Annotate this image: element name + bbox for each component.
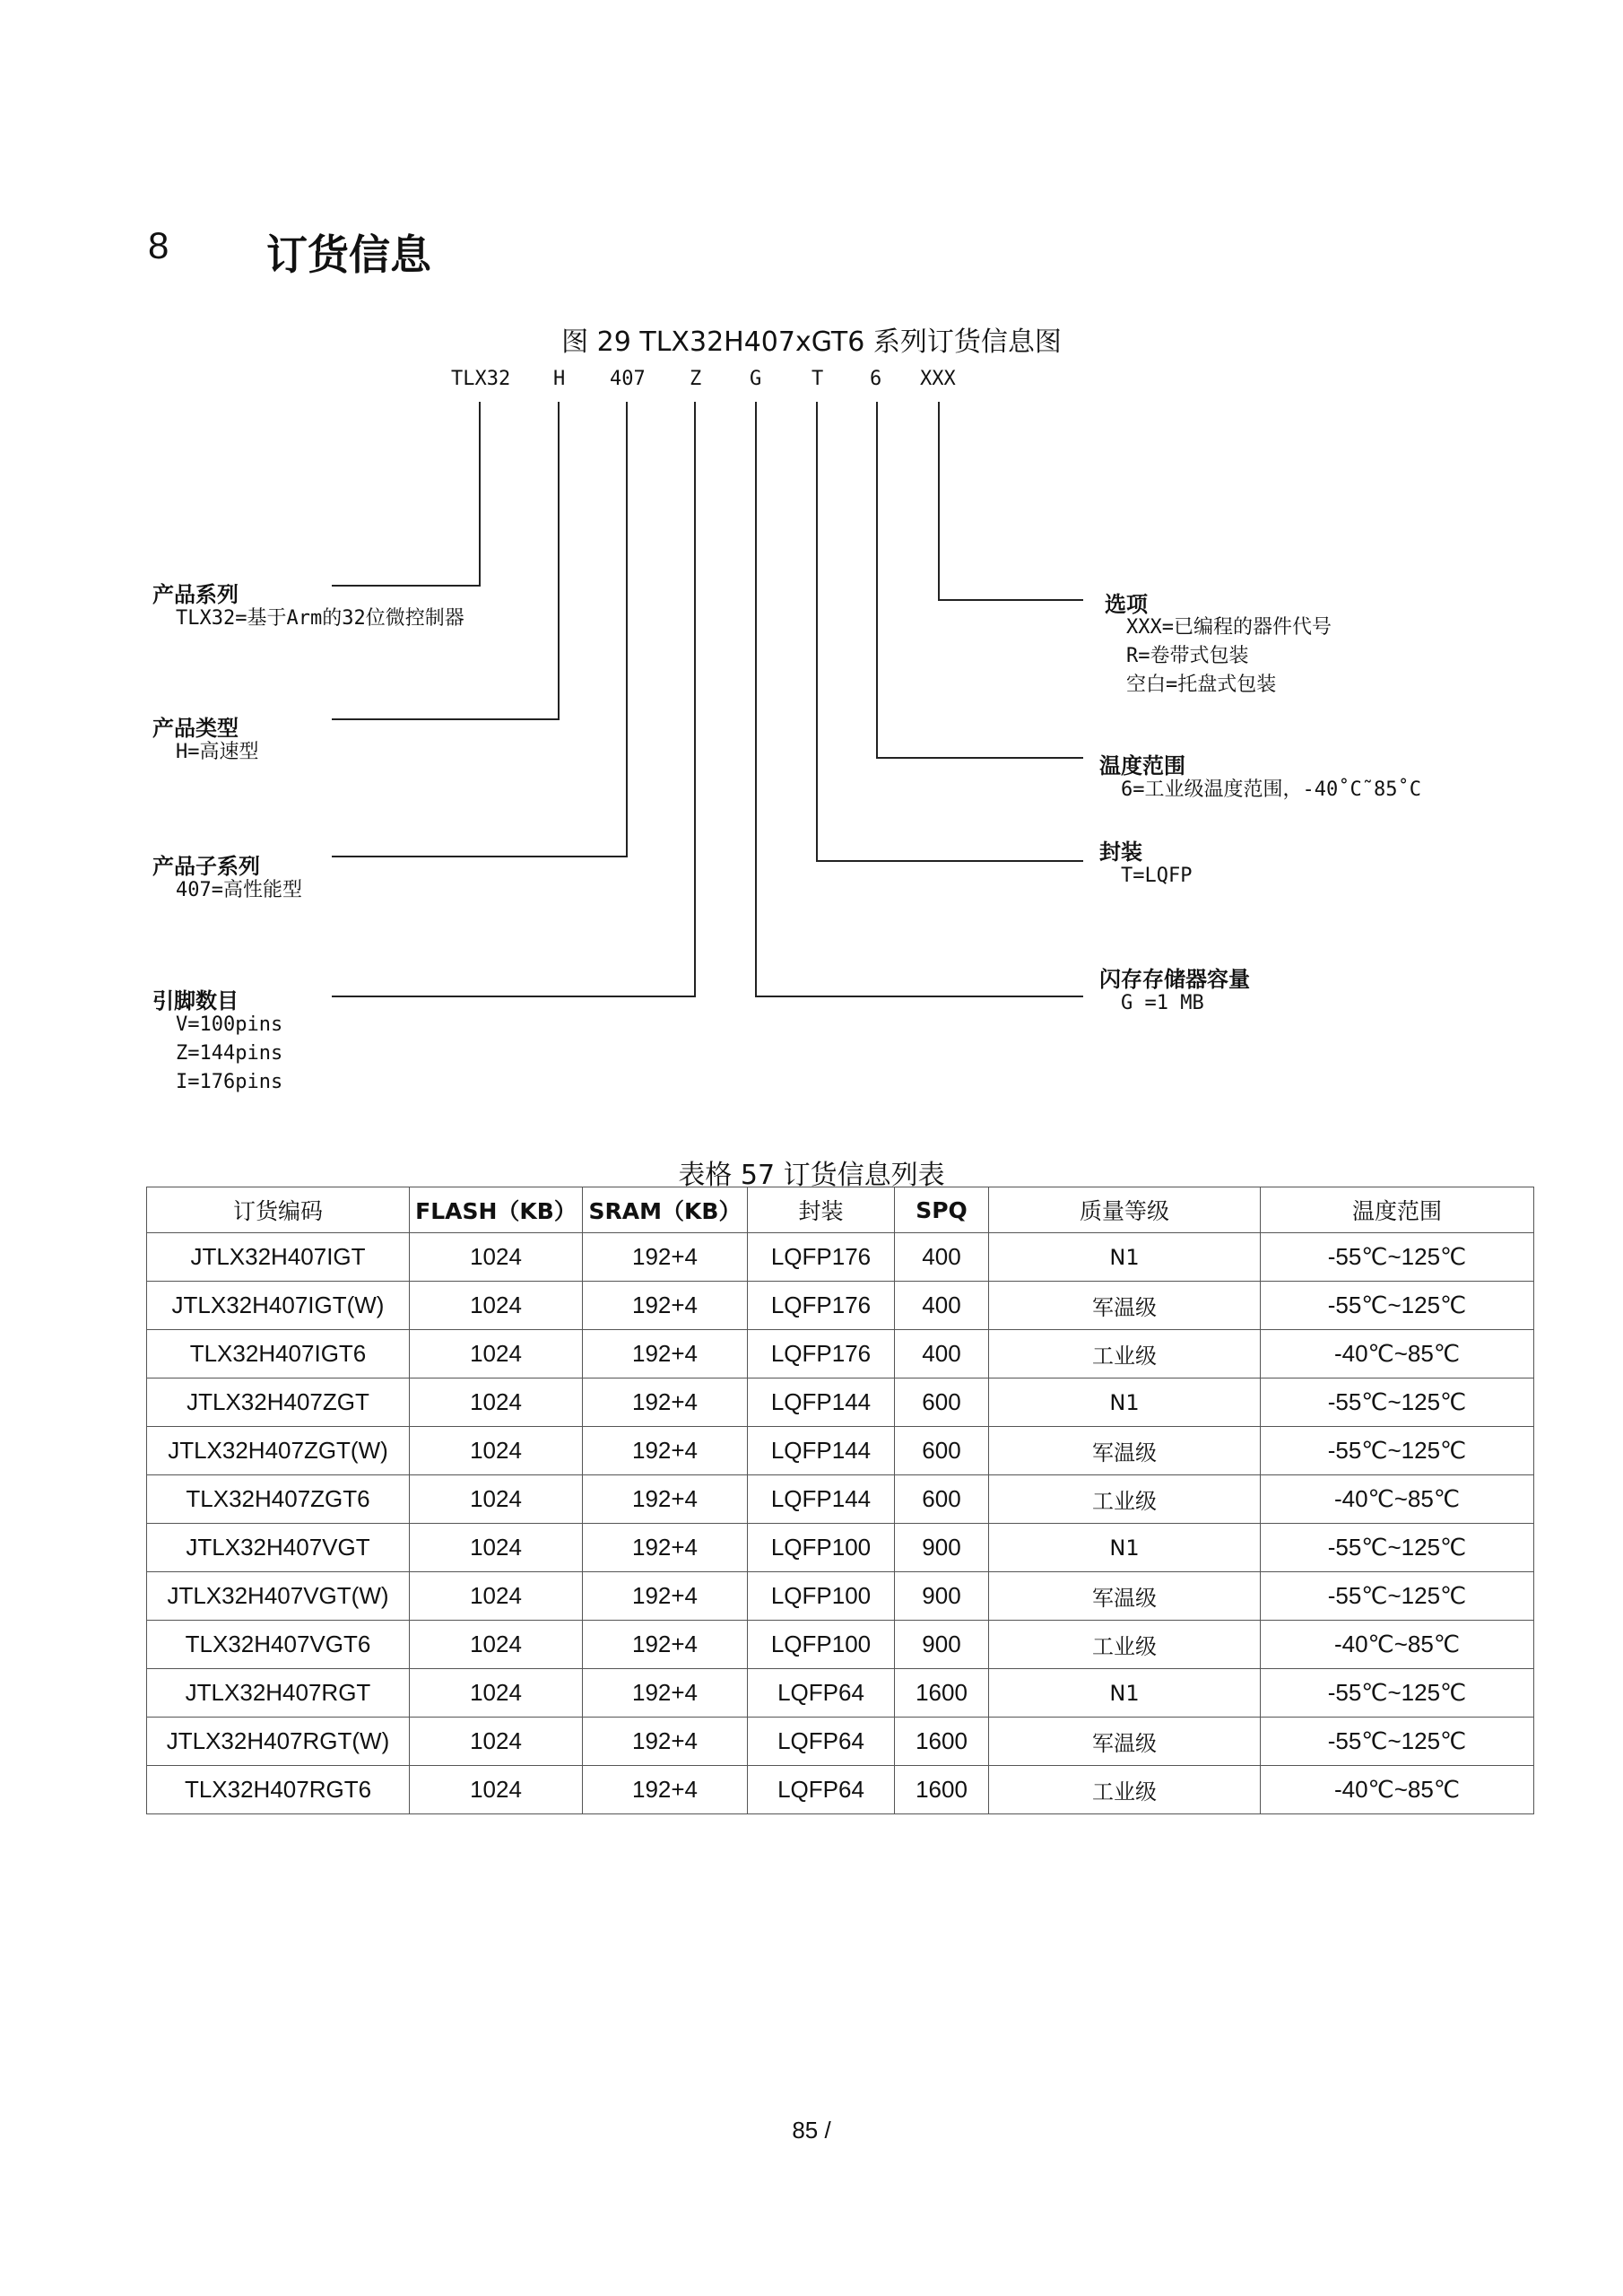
cell-quality: 军温级	[989, 1282, 1261, 1330]
cell-package: LQFP176	[748, 1282, 895, 1330]
cell-spq: 400	[895, 1282, 989, 1330]
cell-spq: 400	[895, 1233, 989, 1282]
table-row	[147, 1233, 1534, 1282]
cell-spq: 1600	[895, 1718, 989, 1766]
cell-quality: N1	[989, 1233, 1261, 1282]
cell-order-code: JTLX32H407VGT(W)	[147, 1572, 410, 1621]
section-title: 订货信息	[266, 230, 431, 279]
table-row	[147, 1669, 1534, 1718]
cell-quality: 军温级	[989, 1718, 1261, 1766]
cell-package: LQFP100	[748, 1621, 895, 1669]
cell-package: LQFP64	[748, 1669, 895, 1718]
cell-order-code: TLX32H407IGT6	[147, 1330, 410, 1378]
label-pins-line-2: Z=144pins	[176, 1042, 283, 1065]
cell-order-code: JTLX32H407RGT	[147, 1669, 410, 1718]
cell-sram: 192+4	[583, 1282, 748, 1330]
label-pins-line-3: I=176pins	[176, 1071, 283, 1093]
cell-quality: 工业级	[989, 1766, 1261, 1814]
cell-flash: 1024	[410, 1475, 583, 1524]
cell-order-code: JTLX32H407VGT	[147, 1524, 410, 1572]
cell-package: LQFP176	[748, 1233, 895, 1282]
cell-temp: -55℃~125℃	[1261, 1427, 1534, 1475]
cell-order-code: TLX32H407VGT6	[147, 1621, 410, 1669]
cell-spq: 400	[895, 1330, 989, 1378]
table-row	[147, 1282, 1534, 1330]
label-series-line: TLX32=基于Arm的32位微控制器	[176, 607, 464, 630]
line-option	[939, 402, 1083, 600]
cell-order-code: JTLX32H407ZGT	[147, 1378, 410, 1427]
header-quality: 质量等级	[989, 1187, 1261, 1233]
cell-temp: -40℃~85℃	[1261, 1621, 1534, 1669]
label-type-line: H=高速型	[176, 741, 259, 763]
cell-spq: 600	[895, 1427, 989, 1475]
table-row	[147, 1475, 1534, 1524]
label-pins-title: 引脚数目	[152, 988, 239, 1013]
label-option-title: 选项	[1105, 592, 1148, 617]
cell-quality: N1	[989, 1524, 1261, 1572]
cell-quality: 工业级	[989, 1621, 1261, 1669]
label-option-line-3: 空白=托盘式包装	[1126, 674, 1277, 696]
page-number: 85 /	[792, 2117, 831, 2144]
code-series: TLX32	[451, 368, 511, 390]
cell-package: LQFP100	[748, 1572, 895, 1621]
cell-package: LQFP144	[748, 1475, 895, 1524]
cell-flash: 1024	[410, 1572, 583, 1621]
cell-package: LQFP64	[748, 1718, 895, 1766]
cell-quality: 军温级	[989, 1572, 1261, 1621]
cell-temp: -55℃~125℃	[1261, 1718, 1534, 1766]
table-row	[147, 1330, 1534, 1378]
label-flash-line: G =1 MB	[1121, 992, 1204, 1014]
table-row	[147, 1427, 1534, 1475]
code-subseries: 407	[610, 368, 646, 390]
cell-spq: 600	[895, 1378, 989, 1427]
cell-package: LQFP100	[748, 1524, 895, 1572]
ordering-table	[146, 1187, 1534, 1814]
code-pins: Z	[690, 368, 702, 390]
cell-flash: 1024	[410, 1282, 583, 1330]
cell-order-code: JTLX32H407IGT	[147, 1233, 410, 1282]
label-subseries-title: 产品子系列	[152, 854, 260, 879]
header-order-code: 订货编码	[147, 1187, 410, 1233]
label-temp-title: 温度范围	[1099, 753, 1185, 778]
cell-order-code: JTLX32H407RGT(W)	[147, 1718, 410, 1766]
cell-sram: 192+4	[583, 1427, 748, 1475]
cell-sram: 192+4	[583, 1233, 748, 1282]
cell-spq: 1600	[895, 1669, 989, 1718]
table-caption: 表格 57 订货信息列表	[678, 1160, 945, 1191]
cell-sram: 192+4	[583, 1524, 748, 1572]
cell-sram: 192+4	[583, 1718, 748, 1766]
header-sram: SRAM（KB）	[583, 1187, 748, 1233]
table-header-row	[147, 1187, 1534, 1233]
cell-sram: 192+4	[583, 1669, 748, 1718]
cell-temp: -40℃~85℃	[1261, 1330, 1534, 1378]
line-type	[332, 402, 559, 719]
label-option-line-2: R=卷带式包装	[1126, 645, 1249, 667]
table-row	[147, 1766, 1534, 1814]
cell-order-code: TLX32H407RGT6	[147, 1766, 410, 1814]
cell-quality: 工业级	[989, 1330, 1261, 1378]
cell-flash: 1024	[410, 1718, 583, 1766]
cell-package: LQFP64	[748, 1766, 895, 1814]
cell-temp: -40℃~85℃	[1261, 1766, 1534, 1814]
cell-order-code: TLX32H407ZGT6	[147, 1475, 410, 1524]
cell-spq: 900	[895, 1572, 989, 1621]
cell-package: LQFP144	[748, 1427, 895, 1475]
cell-package: LQFP176	[748, 1330, 895, 1378]
line-pins	[332, 402, 695, 996]
line-flash	[756, 402, 1083, 996]
cell-temp: -55℃~125℃	[1261, 1378, 1534, 1427]
label-package-line: T=LQFP	[1121, 865, 1193, 887]
header-flash: FLASH（KB）	[410, 1187, 583, 1233]
cell-flash: 1024	[410, 1524, 583, 1572]
cell-quality: 军温级	[989, 1427, 1261, 1475]
header-spq: SPQ	[895, 1187, 989, 1233]
cell-spq: 1600	[895, 1766, 989, 1814]
cell-spq: 900	[895, 1524, 989, 1572]
cell-temp: -55℃~125℃	[1261, 1233, 1534, 1282]
cell-sram: 192+4	[583, 1378, 748, 1427]
cell-temp: -55℃~125℃	[1261, 1524, 1534, 1572]
cell-package: LQFP144	[748, 1378, 895, 1427]
cell-flash: 1024	[410, 1233, 583, 1282]
code-type: H	[553, 368, 566, 390]
cell-flash: 1024	[410, 1766, 583, 1814]
cell-sram: 192+4	[583, 1572, 748, 1621]
cell-order-code: JTLX32H407ZGT(W)	[147, 1427, 410, 1475]
cell-sram: 192+4	[583, 1621, 748, 1669]
cell-sram: 192+4	[583, 1766, 748, 1814]
section-number: 8	[148, 224, 169, 266]
table-row	[147, 1621, 1534, 1669]
figure-caption: 图 29 TLX32H407xGT6 系列订货信息图	[561, 326, 1062, 358]
cell-quality: N1	[989, 1669, 1261, 1718]
cell-spq: 900	[895, 1621, 989, 1669]
label-pins-line-1: V=100pins	[176, 1013, 283, 1036]
cell-flash: 1024	[410, 1378, 583, 1427]
table-row	[147, 1572, 1534, 1621]
cell-flash: 1024	[410, 1427, 583, 1475]
code-temp: 6	[870, 368, 882, 390]
table-row	[147, 1718, 1534, 1766]
label-package-title: 封装	[1099, 839, 1142, 865]
line-package	[817, 402, 1083, 861]
cell-flash: 1024	[410, 1330, 583, 1378]
label-series-title: 产品系列	[152, 582, 239, 607]
label-option-line-1: XXX=已编程的器件代号	[1126, 616, 1332, 639]
header-temp: 温度范围	[1261, 1187, 1534, 1233]
label-temp-line: 6=工业级温度范围，-40˚C˜85˚C	[1121, 778, 1421, 801]
cell-order-code: JTLX32H407IGT(W)	[147, 1282, 410, 1330]
code-flash: G	[750, 368, 762, 390]
table-body	[147, 1233, 1534, 1814]
table-row	[147, 1378, 1534, 1427]
cell-quality: N1	[989, 1378, 1261, 1427]
line-temp	[877, 402, 1083, 758]
cell-temp: -55℃~125℃	[1261, 1572, 1534, 1621]
table-row	[147, 1524, 1534, 1572]
code-package: T	[812, 368, 824, 390]
cell-temp: -55℃~125℃	[1261, 1282, 1534, 1330]
cell-temp: -55℃~125℃	[1261, 1669, 1534, 1718]
cell-flash: 1024	[410, 1669, 583, 1718]
label-subseries-line: 407=高性能型	[176, 879, 302, 901]
cell-quality: 工业级	[989, 1475, 1261, 1524]
cell-sram: 192+4	[583, 1475, 748, 1524]
cell-sram: 192+4	[583, 1330, 748, 1378]
label-flash-title: 闪存存储器容量	[1099, 967, 1250, 992]
header-package: 封装	[748, 1187, 895, 1233]
label-type-title: 产品类型	[152, 716, 239, 741]
cell-temp: -40℃~85℃	[1261, 1475, 1534, 1524]
cell-flash: 1024	[410, 1621, 583, 1669]
code-option: XXX	[920, 368, 956, 390]
line-series	[332, 402, 480, 586]
cell-spq: 600	[895, 1475, 989, 1524]
